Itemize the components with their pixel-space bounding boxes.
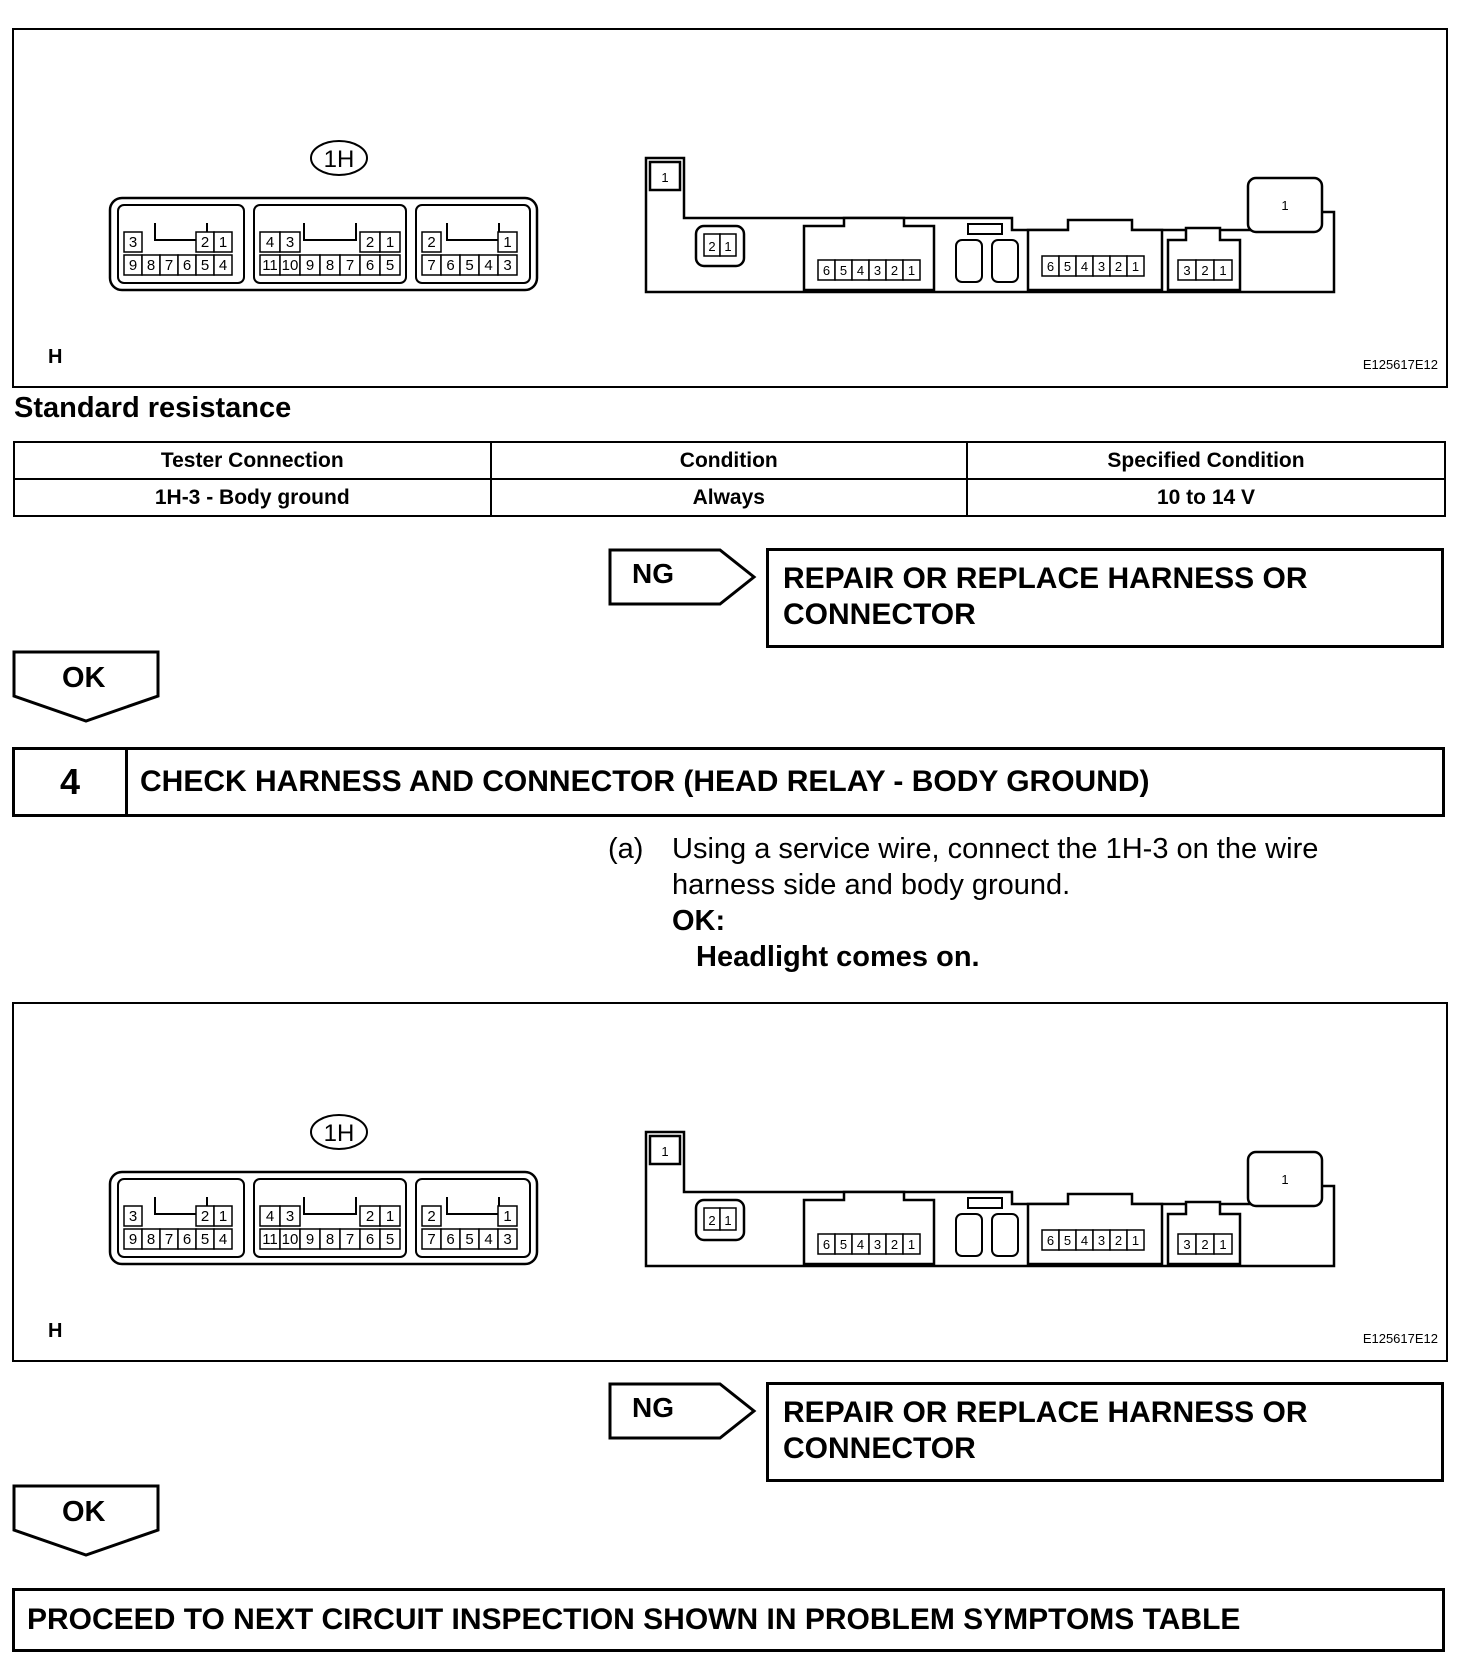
pin-number: 3 bbox=[873, 1237, 882, 1252]
pin-number: 2 bbox=[1201, 263, 1209, 278]
step-title: CHECK HARNESS AND CONNECTOR (HEAD RELAY - BODY GROUND) bbox=[140, 765, 1150, 798]
pin-number: 5 bbox=[839, 1237, 848, 1252]
pin-number: 4 bbox=[1080, 259, 1089, 274]
pin-number: 2 bbox=[427, 234, 436, 251]
final-action-box bbox=[12, 1588, 1445, 1652]
empty-slot bbox=[992, 240, 1018, 282]
ng-result-line: REPAIR OR REPLACE HARNESS OR bbox=[783, 562, 1308, 595]
pin-number: 1 bbox=[385, 1208, 395, 1225]
pin-number: 7 bbox=[345, 257, 355, 274]
pin-number: 4 bbox=[856, 263, 865, 278]
pin-number: 1 bbox=[907, 1237, 916, 1252]
pin-number: 3 bbox=[285, 234, 295, 251]
ng-result-line: CONNECTOR bbox=[783, 598, 976, 631]
pin-number: 4 bbox=[484, 257, 493, 274]
table-cell: 10 to 14 V bbox=[967, 479, 1445, 516]
pin-number: 5 bbox=[385, 257, 395, 274]
pin-number: 10 bbox=[281, 1231, 299, 1248]
pin-number: 1 bbox=[503, 234, 512, 251]
pin-number: 1 bbox=[1131, 1233, 1140, 1248]
pin-number: 4 bbox=[265, 1208, 275, 1225]
pin-number: 4 bbox=[484, 1231, 493, 1248]
figure-code: E125617E12 bbox=[1362, 1331, 1438, 1346]
pin-number: 7 bbox=[427, 1231, 436, 1248]
pin-number: 6 bbox=[365, 257, 375, 274]
pin-number: 4 bbox=[1080, 1233, 1089, 1248]
pin-number: 4 bbox=[265, 234, 275, 251]
pin-number: 8 bbox=[325, 257, 335, 274]
ng-result-box bbox=[766, 1382, 1444, 1482]
pin-number: 4 bbox=[218, 257, 228, 274]
ng-label: NG bbox=[632, 558, 674, 589]
relay-tab bbox=[968, 1198, 1002, 1208]
pin-number: 11 bbox=[262, 1231, 278, 1248]
pin-number: 2 bbox=[1114, 259, 1123, 274]
pin-number: 6 bbox=[822, 263, 831, 278]
final-action-text: PROCEED TO NEXT CIRCUIT INSPECTION SHOWN IN PROBLEM SYMPTOMS TABLE bbox=[27, 1603, 1241, 1636]
pin-number: 1 bbox=[503, 1208, 512, 1225]
pin-number: 6 bbox=[365, 1231, 375, 1248]
ok-arrow bbox=[12, 1484, 162, 1558]
pin-number: 5 bbox=[1063, 259, 1072, 274]
pin-number: 6 bbox=[446, 257, 455, 274]
connector-diagram bbox=[14, 30, 1446, 386]
table-row bbox=[14, 479, 1445, 516]
ng-arrow-shape bbox=[608, 548, 758, 608]
table-header-cell: Condition bbox=[491, 442, 968, 479]
ng-arrow-shape bbox=[608, 1382, 758, 1442]
ng-arrow bbox=[608, 1382, 758, 1442]
pin-number: 7 bbox=[427, 257, 436, 274]
pin-number: 3 bbox=[503, 257, 512, 274]
ok-criterion-label: OK: bbox=[672, 905, 726, 937]
pin-number: 1 bbox=[1281, 198, 1289, 213]
ok-arrow bbox=[12, 650, 162, 724]
connector-6pin bbox=[1028, 1194, 1162, 1264]
pin-number: 6 bbox=[1046, 1233, 1055, 1248]
pin-number: 9 bbox=[128, 257, 138, 274]
connector-6pin bbox=[1028, 220, 1162, 290]
pin-number: 3 bbox=[128, 234, 138, 251]
pin-number: 2 bbox=[427, 1208, 436, 1225]
pin-number: 3 bbox=[1097, 259, 1106, 274]
pin-number: 7 bbox=[164, 257, 174, 274]
pin-number: 7 bbox=[345, 1231, 355, 1248]
pin-number: 9 bbox=[128, 1231, 138, 1248]
pin-number: 2 bbox=[890, 1237, 899, 1252]
pin-number: 2 bbox=[1114, 1233, 1123, 1248]
figure-code: E125617E12 bbox=[1362, 357, 1438, 372]
pin-number: 1 bbox=[1281, 1172, 1289, 1187]
instruction-text bbox=[672, 831, 1318, 975]
pin-number: 5 bbox=[1063, 1233, 1072, 1248]
ng-result-line: REPAIR OR REPLACE HARNESS OR bbox=[783, 1396, 1308, 1429]
pin-number: 7 bbox=[164, 1231, 174, 1248]
pin-number: 5 bbox=[385, 1231, 395, 1248]
table-header-cell: Tester Connection bbox=[14, 442, 491, 479]
pin-number: 5 bbox=[465, 257, 474, 274]
pin-number: 2 bbox=[1201, 1237, 1209, 1252]
empty-slot bbox=[956, 240, 982, 282]
pin-number: 1 bbox=[1219, 1237, 1227, 1252]
pin-number: 3 bbox=[873, 263, 882, 278]
pin-number: 2 bbox=[365, 1208, 375, 1225]
pin-number: 10 bbox=[281, 257, 299, 274]
ok-label: OK bbox=[62, 1496, 106, 1528]
pin-number: 2 bbox=[890, 263, 899, 278]
ng-arrow bbox=[608, 548, 758, 608]
pin-number: 5 bbox=[839, 263, 848, 278]
empty-slot bbox=[992, 1214, 1018, 1256]
pin-number: 1 bbox=[724, 239, 732, 254]
connector-label: 1H bbox=[323, 146, 355, 173]
pin-number: 2 bbox=[708, 239, 716, 254]
relay-tab bbox=[968, 224, 1002, 234]
connector-figure bbox=[12, 1002, 1448, 1362]
pin-number: 1 bbox=[724, 1213, 732, 1228]
step-number: 4 bbox=[15, 750, 128, 814]
ng-label: NG bbox=[632, 1392, 674, 1423]
pin-number: 6 bbox=[446, 1231, 455, 1248]
pin-number: 1 bbox=[385, 234, 395, 251]
pin-number: 2 bbox=[200, 1208, 210, 1225]
pin-number: 4 bbox=[218, 1231, 228, 1248]
pin-number: 1 bbox=[661, 170, 669, 185]
connector-label: 1H bbox=[323, 1120, 355, 1147]
view-letter: H bbox=[48, 1320, 63, 1342]
pin-number: 2 bbox=[365, 234, 375, 251]
table-cell: 1H-3 - Body ground bbox=[14, 479, 491, 516]
step-header bbox=[12, 747, 1445, 817]
pin-number: 1 bbox=[218, 1208, 228, 1225]
ng-result-line: CONNECTOR bbox=[783, 1432, 976, 1465]
standard-resistance-heading: Standard resistance bbox=[14, 392, 292, 424]
instruction-line: harness side and body ground. bbox=[672, 869, 1071, 901]
pin-number: 9 bbox=[305, 1231, 315, 1248]
pin-number: 6 bbox=[1046, 259, 1055, 274]
pin-number: 6 bbox=[822, 1237, 831, 1252]
connector-figure bbox=[12, 28, 1448, 388]
pin-number: 3 bbox=[503, 1231, 512, 1248]
pin-number: 1 bbox=[1131, 259, 1140, 274]
ok-criterion-text: Headlight comes on. bbox=[696, 941, 980, 973]
pin-number: 1 bbox=[218, 234, 228, 251]
pin-number: 1 bbox=[661, 1144, 669, 1159]
pin-number: 8 bbox=[325, 1231, 335, 1248]
pin-number: 5 bbox=[200, 1231, 210, 1248]
pin-number: 5 bbox=[465, 1231, 474, 1248]
pin-number: 3 bbox=[1183, 263, 1191, 278]
instruction-marker: (a) bbox=[608, 833, 644, 865]
instruction-line: Using a service wire, connect the 1H-3 on the wire bbox=[672, 833, 1319, 865]
pin-number: 8 bbox=[146, 1231, 156, 1248]
table-header-row bbox=[14, 442, 1445, 479]
pin-number: 3 bbox=[285, 1208, 295, 1225]
pin-number: 4 bbox=[856, 1237, 865, 1252]
pin-number: 2 bbox=[200, 234, 210, 251]
ok-label: OK bbox=[62, 662, 106, 694]
pin-number: 6 bbox=[182, 257, 192, 274]
pin-number: 5 bbox=[200, 257, 210, 274]
standard-resistance-table bbox=[13, 441, 1446, 517]
empty-slot bbox=[956, 1214, 982, 1256]
pin-number: 3 bbox=[128, 1208, 138, 1225]
pin-number: 6 bbox=[182, 1231, 192, 1248]
connector-diagram bbox=[14, 1004, 1446, 1360]
table-cell: Always bbox=[491, 479, 968, 516]
pin-number: 8 bbox=[146, 257, 156, 274]
pin-number: 11 bbox=[262, 257, 278, 274]
table-header-cell: Specified Condition bbox=[967, 442, 1445, 479]
pin-number: 3 bbox=[1097, 1233, 1106, 1248]
pin-number: 3 bbox=[1183, 1237, 1191, 1252]
pin-number: 1 bbox=[1219, 263, 1227, 278]
view-letter: H bbox=[48, 346, 63, 368]
pin-number: 9 bbox=[305, 257, 315, 274]
ng-result-box bbox=[766, 548, 1444, 648]
pin-number: 2 bbox=[708, 1213, 716, 1228]
pin-number: 1 bbox=[907, 263, 916, 278]
